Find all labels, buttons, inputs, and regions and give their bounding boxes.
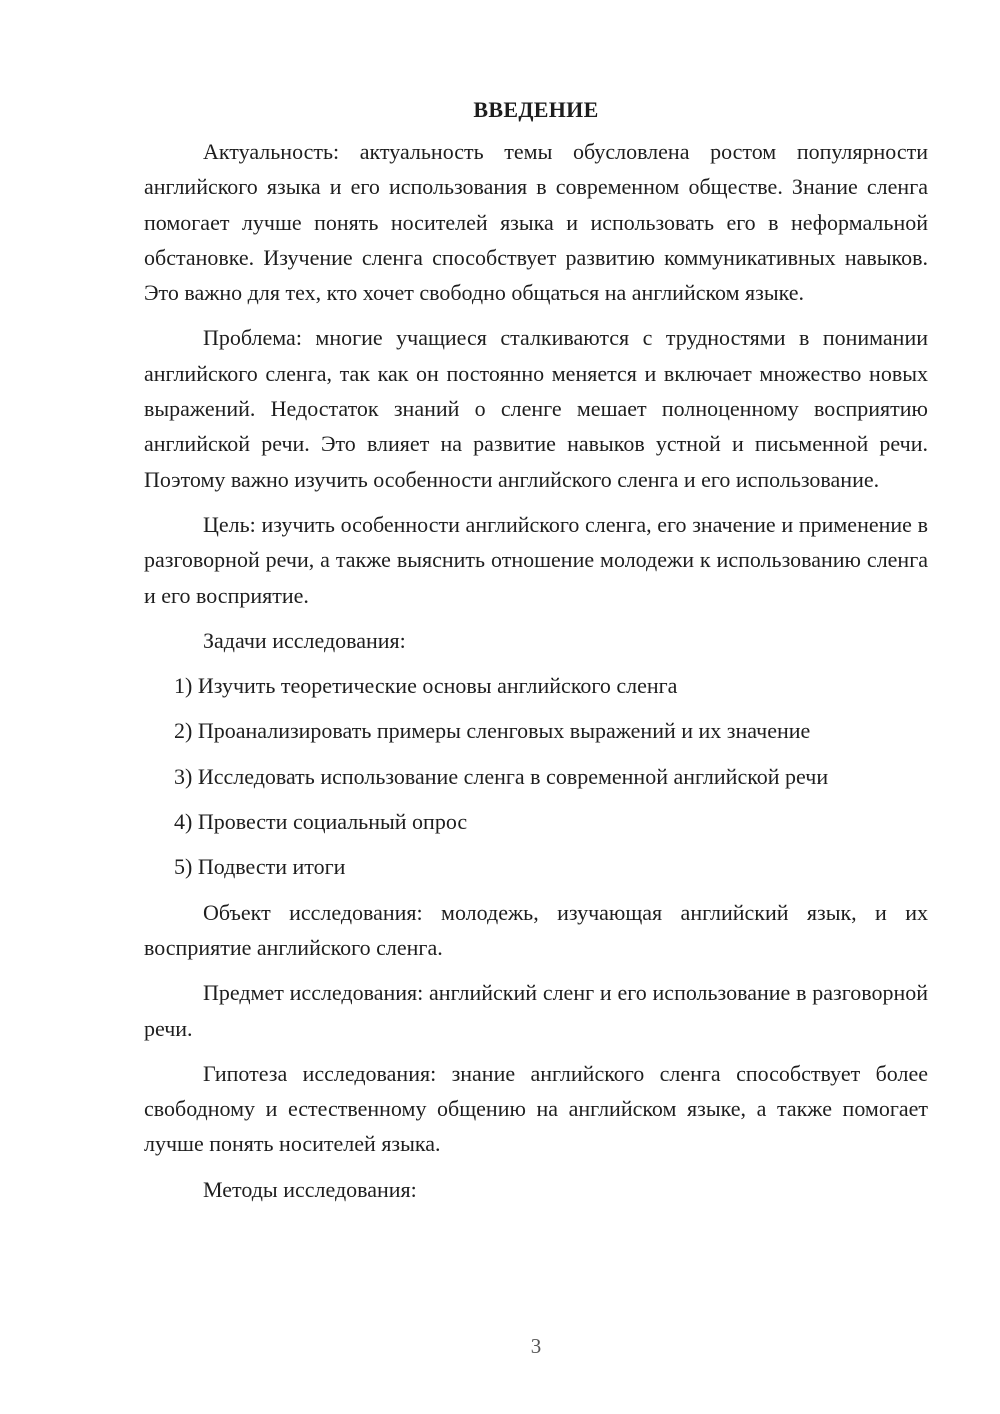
list-item: 1) Изучить теоретические основы английского сленга: [174, 673, 678, 699]
tasks-list: [144, 668, 928, 884]
paragraph-problem: Проблема: многие учащиеся сталкиваются с трудностями в понимании английского сленга, так как он постоянно меняется и включает множество новых выражений. Недостаток знаний о сленге мешает полноценному восприятию английской речи. Это влияет на развитие навыков устной и письменной речи. Поэтому важно изучить особенности английского сленга и его использование.: [144, 325, 928, 492]
list-item: 2) Проанализировать примеры сленговых выражений и их значение: [174, 718, 811, 744]
paragraph-methods: Методы исследования:: [203, 1176, 417, 1202]
paragraph-subject: Предмет исследования: английский сленг и его использование в разговорной речи.: [144, 980, 928, 1041]
document-heading: ВВЕДЕНИЕ: [473, 97, 599, 122]
list-item: 4) Провести социальный опрос: [174, 809, 468, 835]
paragraph-tasks-title: Задачи исследования:: [203, 627, 406, 653]
list-item: 3) Исследовать использование сленга в современной английской речи: [174, 763, 829, 789]
list-item: 5) Подвести итоги: [174, 854, 346, 880]
paragraph-object: Объект исследования: молодежь, изучающая английский язык, и их восприятие английского сленга.: [144, 899, 928, 960]
paragraph-relevance: Актуальность: актуальность темы обусловлена ростом популярности английского языка и его использования в современном обществе. Знание сленга помогает лучше понять носителей языка и использовать его в неформальной обстановке. Изучение сленга способствует развитию коммуникативных навыков. Это важно для тех, кто хочет свободно общаться на английском языке.: [144, 139, 928, 306]
paragraph-goal: Цель: изучить особенности английского сленга, его значение и применение в разговорной речи, а также выяснить отношение молодежи к использованию сленга и его восприятие.: [144, 511, 928, 608]
document-page: [144, 92, 928, 1217]
paragraph-hypothesis: Гипотеза исследования: знание английского сленга способствует более свободному и естественному общению на английском языке, а также помогает лучше понять носителей языка.: [144, 1060, 928, 1157]
page-number: 3: [530, 1334, 542, 1358]
